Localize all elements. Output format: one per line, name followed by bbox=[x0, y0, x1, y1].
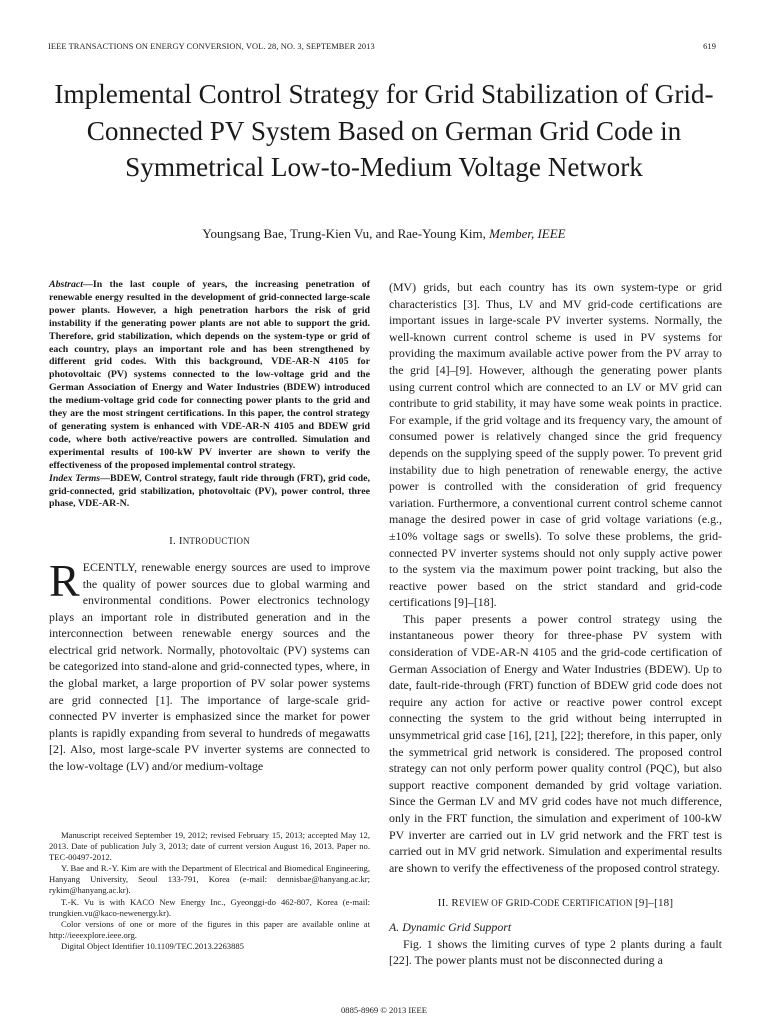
copyright-footer: 0885-8969 © 2013 IEEE bbox=[340, 1005, 427, 1015]
right-column bbox=[389, 279, 722, 969]
footnote-doi: Digital Object Identifier 10.1109/TEC.2013.2263885 bbox=[61, 940, 244, 951]
footnote-manuscript: Manuscript received September 19, 2012; revised February 15, 2013; accepted May 12, 2013. Date of publication July 3, 2013; date of current version August 16, 2013. Paper no. TEC-00497-2012. bbox=[49, 830, 370, 863]
body-paragraph-1: (MV) grids, but each country has its own system-type or grid characteristics [3]. Thus, LV and MV grid-code certifications are important issues in large-scale PV inverter systems. Normally, the well-known current control scheme is used in PV systems for providing the maximum available active power from the PV array to the grid [4]–[9]. However, although the generating power plants using current control which are connected to an LV or MV grid can contribute to grid stability, it may have some weak points in practice. For example, if the grid voltage and its frequency vary, the amount of consumed power is relatively changed since the grid frequency depends on the supplying speed of the supply power. To prevent grid instability due to high penetration of renewable energy, the active power is controlled with the consideration of grid frequency variation. Furthermore, a conventional current control scheme cannot manage the desired power in case of grid voltage variations (e.g., ±10% voltage sags or swells). To solve these problems, the grid-connected PV inverter systems should not only supply active power to the system via the maximum power point tracking, but also the reactive power based on the strict standard and grid-code certifications [9]–[18]. bbox=[389, 280, 722, 610]
paper-title: Implemental Control Strategy for Grid Stabilization of Grid-Connected PV System Based on German Grid Code in Symmetrical Low-to-Medium Voltage Network bbox=[54, 79, 714, 182]
footnote-color: Color versions of one or more of the figures in this paper are available online at http://ieeexplore.ieee.org. bbox=[49, 918, 370, 940]
page-number: 619 bbox=[703, 42, 716, 51]
author-membership: Member, IEEE bbox=[489, 226, 566, 241]
subsection-heading: A. Dynamic Grid Support bbox=[389, 919, 512, 934]
footnote-affiliation-2: T.-K. Vu is with KACO New Energy Inc., Gyeonggi-do 462-807, Korea (e-mail: trungkien.vu@kaco-newenergy.kr). bbox=[49, 896, 370, 918]
intro-paragraph bbox=[49, 554, 370, 775]
drop-cap: R bbox=[49, 554, 80, 606]
abstract bbox=[49, 279, 370, 473]
section-heading-introduction: I. INTRODUCTION bbox=[169, 535, 250, 548]
author-names: Youngsang Bae, Trung-Kien Vu, and Rae-Young Kim, bbox=[202, 226, 486, 241]
footnotes bbox=[49, 830, 370, 952]
body-paragraph-2: This paper presents a power control strategy using the instantaneous power theory for three-phase PV system with consideration of VDE-AR-N 4105 and the grid-code certification of German Association of Energy and Water Industries (BDEW). Up to date, fault-ride-through (FRT) function of BDEW grid code does not require any action for active or reactive power control except connecting the system to the grid without being interrupted in unsymmetrical grid case [16], [21], [22]; therefore, in this paper, only the symmetrical grid network is considered. The proposed control strategy can not only perform power quality control (PQC), but also support reactive component demanded by grid voltage variation. Since the German LV and MV grid codes have not much difference, only in the FRT function, the simulation and experiment of 100-kW PV inverter are carried out in LV grid network and the FRT test is carried out in MV grid network. Simulation and experimental results are shown to verify the effectiveness of the proposed control strategy. bbox=[389, 611, 722, 875]
section-heading-review: II. REVIEW OF GRID-CODE CERTIFICATION [9]–[18] bbox=[437, 897, 674, 910]
journal-header: IEEE TRANSACTIONS ON ENERGY CONVERSION, VOL. 28, NO. 3, SEPTEMBER 2013 bbox=[48, 42, 375, 51]
abstract-text: —In the last couple of years, the increasing penetration of renewable energy resulted in the development of grid-connected large-scale power plants. However, a high penetration harbors the risk of grid instability if the generating power plants are not able to support the grid. Therefore, grid stabilization, which depends on the system-type or grid of each country, plays an important role and has been strengthened by different grid codes. With this background, VDE-AR-N 4105 for photovoltaic (PV) systems connected to the low-voltage grid and the German Association of Energy and Water Industries (BDEW) introduced the medium-voltage grid code for connecting power plants to the grid and they are the most stringent certifications. In this paper, the control strategy of generating system is enhanced with VDE-AR-N 4105 and BDEW grid code, where both active/reactive powers are controlled. Simulation and experimental results of 100-kW PV inverter are shown to verify the effectiveness of the proposed implemental control strategy. bbox=[49, 279, 370, 471]
abstract-lead: Abstract bbox=[49, 279, 84, 290]
index-terms-lead: Index Terms bbox=[49, 472, 101, 484]
intro-text: ECENTLY, renewable energy sources are used to improve the quality of power sources due to global warming and environmental conditions. Power electronics technology plays an important role in distributed generation and in the interconnection between renewable energy sources and the electrical grid network. Normally, photovoltaic (PV) systems can be categorized into stand-alone and grid-connected types, where, in the global market, a large proportion of PV solar power systems are grid connected [1]. The importance of large-scale grid-connected PV inverter is emphasized since the market for power plants is rapidly expanding from several to hundreds of megawatts [2]. Also, most large-scale PV inverter systems are connected to the low-voltage (LV) and/or medium-voltage bbox=[49, 559, 370, 774]
index-terms bbox=[49, 473, 370, 512]
body-paragraph-3: Fig. 1 shows the limiting curves of type 2 plants during a fault [22]. The power plants must not be disconnected during a bbox=[389, 936, 722, 968]
author-line bbox=[0, 226, 768, 242]
footnote-affiliation-1: Y. Bae and R.-Y. Kim are with the Department of Electrical and Biomedical Engineering, Hanyang University, Seoul 133-791, Korea (e-mail: dennisbae@hanyang.ac.kr; rykim@hanyang.ac.kr). bbox=[49, 863, 370, 896]
left-column bbox=[49, 279, 370, 775]
index-terms-text: —BDEW, Control strategy, fault ride through (FRT), grid code, grid-connected, grid stabilization, photovoltaic (PV), power control, three phase, VDE-AR-N. bbox=[49, 472, 370, 510]
